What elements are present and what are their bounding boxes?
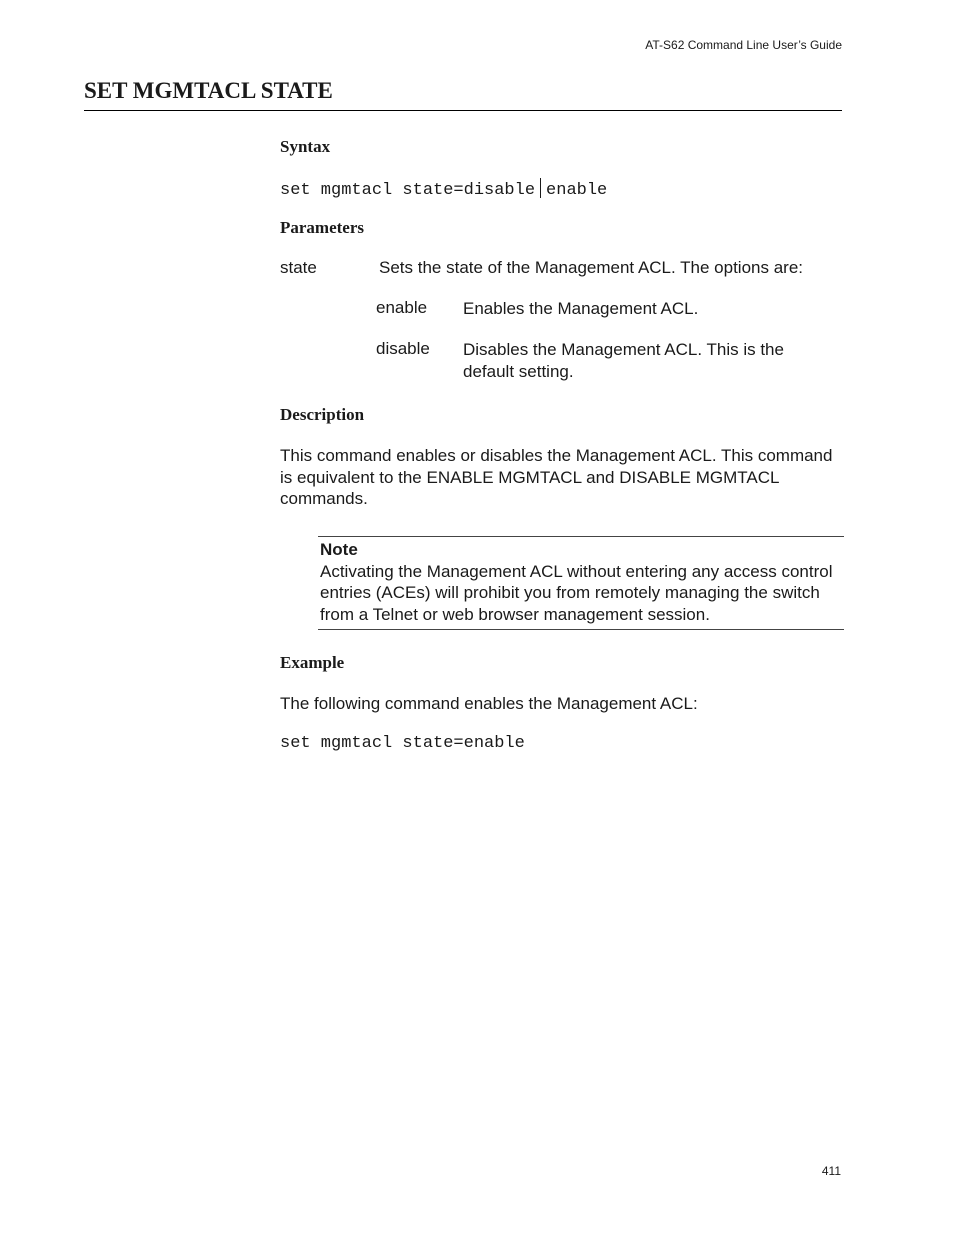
syntax-heading: Syntax	[280, 137, 331, 156]
example-heading: Example	[280, 653, 345, 672]
option-name-disable: disable	[376, 339, 430, 358]
example-command: set mgmtacl state=enable	[280, 734, 525, 753]
syntax-command	[280, 178, 607, 200]
option-desc-enable: Enables the Management ACL.	[463, 299, 699, 318]
syntax-command-suffix: enable	[546, 181, 608, 200]
example-text: The following command enables the Management ACL:	[280, 694, 698, 713]
description-text: This command enables or disables the Management ACL. This command is equivalent to the ENABLE MGMTACL and DISABLE MGMTACL commands.	[280, 446, 833, 508]
note-title: Note	[320, 540, 358, 559]
param-description: Sets the state of the Management ACL. The options are:	[379, 258, 804, 277]
note-box	[318, 536, 844, 630]
option-desc-disable: Disables the Management ACL. This is the default setting.	[463, 340, 784, 381]
running-header: AT-S62 Command Line User’s Guide	[645, 38, 842, 52]
page-title: SET MGMTACL STATE	[84, 78, 333, 103]
page-number: 411	[821, 1164, 841, 1178]
title-rule	[84, 110, 842, 111]
pipe-separator	[540, 178, 541, 198]
parameters-heading: Parameters	[280, 218, 365, 237]
syntax-command-prefix: set mgmtacl state=disable	[280, 181, 536, 200]
description-heading: Description	[280, 405, 365, 424]
option-name-enable: enable	[376, 298, 428, 317]
note-text: Activating the Management ACL without entering any access control entries (ACEs) will prohibit you from remotely managing the switch from a Telnet or web browser management session.	[320, 561, 833, 624]
param-name: state	[280, 258, 317, 277]
